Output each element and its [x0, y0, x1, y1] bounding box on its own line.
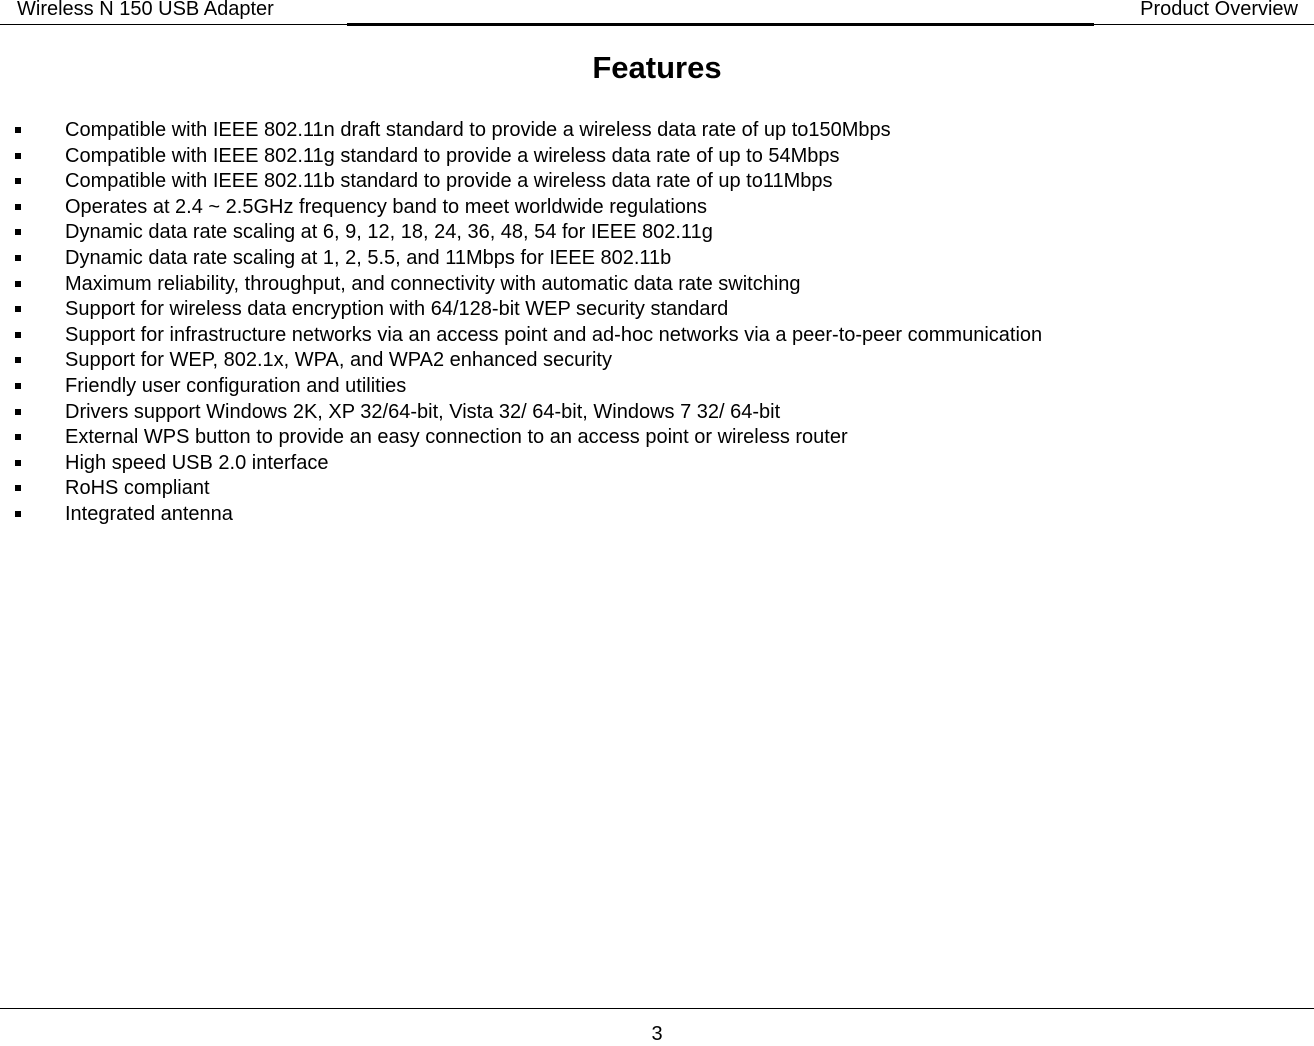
square-bullet-icon — [15, 511, 21, 517]
square-bullet-icon — [15, 153, 21, 159]
page-number: 3 — [651, 1023, 663, 1045]
header-document-title: Wireless N 150 USB Adapter — [17, 0, 274, 20]
list-item-text: External WPS button to provide an easy connection to an access point or wireless router — [65, 426, 848, 449]
header-rule-thick — [347, 23, 1094, 26]
square-bullet-icon — [15, 409, 21, 415]
square-bullet-icon — [15, 229, 21, 235]
list-item-text: Support for infrastructure networks via an access point and ad-hoc networks via a peer-to-peer communication — [65, 323, 1043, 346]
list-item-text: Dynamic data rate scaling at 6, 9, 12, 18, 24, 36, 48, 54 for IEEE 802.11g — [65, 221, 713, 244]
list-item-text: Dynamic data rate scaling at 1, 2, 5.5, and 11Mbps for IEEE 802.11b — [65, 246, 672, 269]
list-item-text: Drivers support Windows 2K, XP 32/64-bit, Vista 32/ 64-bit, Windows 7 32/ 64-bit — [65, 400, 781, 423]
list-item-text: Operates at 2.4 ~ 2.5GHz frequency band to meet worldwide regulations — [65, 195, 708, 218]
list-item-text: Friendly user configuration and utilities — [65, 374, 407, 397]
list-item-text: RoHS compliant — [65, 477, 210, 500]
square-bullet-icon — [15, 255, 21, 261]
square-bullet-icon — [15, 485, 21, 491]
list-item-text: Compatible with IEEE 802.11g standard to provide a wireless data rate of up to 54Mbps — [65, 144, 840, 167]
list-item-text: Compatible with IEEE 802.11n draft standard to provide a wireless data rate of up to150Mbps — [65, 119, 891, 141]
footer-rule — [0, 1008, 1314, 1009]
header-rule-left — [0, 24, 347, 25]
square-bullet-icon — [15, 383, 21, 389]
square-bullet-icon — [15, 332, 21, 338]
square-bullet-icon — [15, 460, 21, 466]
square-bullet-icon — [15, 306, 21, 312]
header-rule-right — [1094, 24, 1314, 25]
list-item-text: Support for WEP, 802.1x, WPA, and WPA2 enhanced security — [65, 349, 612, 372]
square-bullet-icon — [15, 127, 21, 133]
list-item-text: High speed USB 2.0 interface — [65, 451, 329, 474]
square-bullet-icon — [15, 178, 21, 184]
page-title: Features — [592, 50, 722, 85]
square-bullet-icon — [15, 281, 21, 287]
list-item-text: Integrated antenna — [65, 502, 233, 525]
square-bullet-icon — [15, 357, 21, 363]
list-item-text: Compatible with IEEE 802.11b standard to provide a wireless data rate of up to11Mbps — [65, 170, 833, 193]
header-section-title: Product Overview — [1140, 0, 1298, 20]
list-item-text: Maximum reliability, throughput, and connectivity with automatic data rate switching — [65, 272, 801, 295]
square-bullet-icon — [15, 204, 21, 210]
list-item-text: Support for wireless data encryption with 64/128-bit WEP security standard — [65, 298, 729, 321]
square-bullet-icon — [15, 434, 21, 440]
